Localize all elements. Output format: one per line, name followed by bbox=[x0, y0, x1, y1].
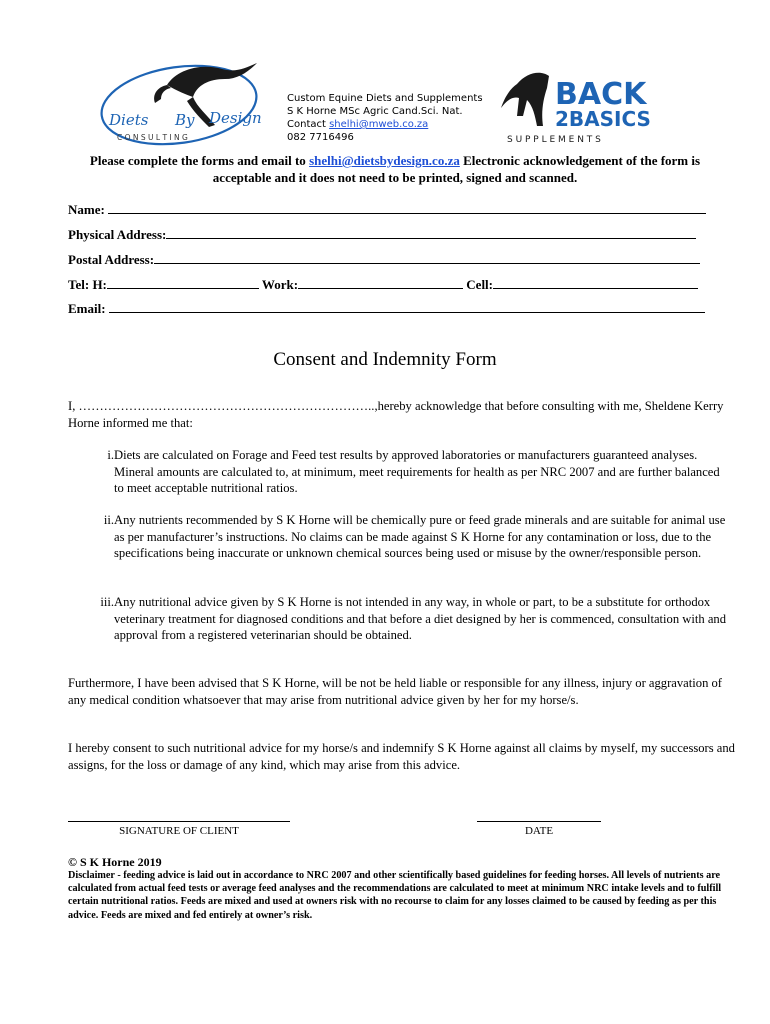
name-line[interactable] bbox=[108, 202, 706, 214]
date-line[interactable] bbox=[477, 821, 601, 822]
work-label: Work: bbox=[261, 277, 299, 292]
contact-line-2: S K Horne MSc Agric Cand.Sci. Nat. bbox=[287, 106, 463, 117]
tel-home-label: Tel: H: bbox=[68, 277, 107, 292]
contact-line-1: Custom Equine Diets and Supplements bbox=[287, 93, 483, 104]
physical-address-field[interactable] bbox=[68, 227, 696, 243]
instructions-email-link[interactable]: shelhi@dietsbydesign.co.za bbox=[309, 153, 460, 168]
logo-by-text: By bbox=[175, 111, 195, 129]
signature-line[interactable] bbox=[68, 821, 290, 822]
form-title: Consent and Indemnity Form bbox=[273, 349, 497, 370]
email-line[interactable] bbox=[109, 301, 705, 313]
list-item-number: iii. bbox=[100, 595, 114, 609]
furthermore-paragraph: Furthermore, I have been advised that S K Horne, will be not be held liable or responsible for any illness, injury or aggravation of any medical condition whatsoever that may arise from nutritional advice given by her for my horse/s. bbox=[68, 676, 723, 707]
contact-phone: 082 7716496 bbox=[287, 132, 354, 143]
email-field[interactable] bbox=[68, 301, 705, 317]
instructions bbox=[60, 152, 730, 186]
contact-email-link[interactable]: shelhi@mweb.co.za bbox=[329, 119, 429, 130]
contact-block bbox=[287, 92, 483, 144]
logo-2basics-text: 2BASICS bbox=[555, 107, 651, 131]
email-label: Email: bbox=[68, 301, 106, 316]
cell-label: Cell: bbox=[466, 277, 493, 292]
logo-back-text: BACK bbox=[555, 77, 647, 112]
logo-design-text: Design bbox=[209, 109, 262, 127]
logo-supplements-text: S U P P L E M E N T S bbox=[507, 135, 601, 145]
cell-line[interactable] bbox=[493, 277, 698, 289]
logo-consulting-text: C O N S U L T I N G bbox=[117, 133, 188, 142]
list-item-number: i. bbox=[107, 448, 114, 462]
name-label: Name: bbox=[68, 202, 105, 217]
date-label: DATE bbox=[524, 825, 554, 837]
copyright: © S K Horne 2019 bbox=[68, 855, 162, 869]
back2basics-logo bbox=[497, 66, 702, 146]
intro-paragraph: I, ……………………………………………………………..,hereby acknowledge that before consulting with me, Sheldene Kerry Horne informed me that: bbox=[68, 399, 724, 430]
consent-paragraph: I hereby consent to such nutritional advice for my horse/s and indemnify S K Horne against all claims by myself, my successors and assigns, for the loss or damage of any kind, which may arise from this advice. bbox=[68, 741, 735, 772]
logo-diets-text: Diets bbox=[109, 111, 149, 129]
signature-label: SIGNATURE OF CLIENT bbox=[119, 825, 239, 837]
list-item-text: Any nutrients recommended by S K Horne will be chemically pure or feed grade minerals and are suitable for animal use as per manufacturer’s instructions. No claims can be made against S K Horne for any contamination or loss, due to the specifications being inaccurate or unknown chemical sources being used or misuse by the owner/responsible person. bbox=[114, 513, 726, 560]
postal-address-label: Postal Address: bbox=[68, 252, 155, 267]
list-item-text: Any nutritional advice given by S K Horne is not intended in any way, in whole or part, to be a substitute for orthodox veterinary treatment for diagnosed conditions and that before a diet designed by her is commenced, consultation with and approval from a registered veterinarian should be obtained. bbox=[114, 595, 727, 642]
list-item-number: ii. bbox=[103, 513, 114, 527]
diets-by-design-logo bbox=[97, 55, 267, 147]
postal-address-line[interactable] bbox=[154, 252, 700, 264]
instructions-suffix: Electronic acknowledgement of the form is acceptable and it does not need to be printed, signed and scanned. bbox=[212, 153, 701, 185]
physical-address-line[interactable] bbox=[166, 227, 696, 239]
physical-address-label: Physical Address: bbox=[68, 227, 167, 242]
telephone-row bbox=[68, 277, 698, 293]
disclaimer: Disclaimer - feeding advice is laid out in accordance to NRC 2007 and other scientifically based guidelines for feeding horses. All levels of nutrients are calculated from actual feed tests or average feed analyses and the recommendations are calculated to meet at minimum NRC intake levels and to fulfill certain nutritional ratios. Feeds are mixed and used at owners risk with no recourse to claim for any losses claimed to be caused by feeding as per this advice. Feeds are mixed and fed entirely at owner’s risk. bbox=[68, 870, 722, 921]
instructions-prefix: Please complete the forms and email to bbox=[89, 153, 310, 168]
tel-home-line[interactable] bbox=[107, 277, 259, 289]
list-item-text: Diets are calculated on Forage and Feed test results by approved laboratories or manufacturers guaranteed analyses. Mineral amounts are calculated to, at minimum, meet requirements for health as per NRC 2007 and are further balanced to meet acceptable nutritional ratios. bbox=[114, 448, 720, 495]
postal-address-field[interactable] bbox=[68, 252, 700, 268]
contact-line-3 bbox=[287, 118, 483, 131]
name-field[interactable] bbox=[68, 202, 706, 218]
contact-label: Contact bbox=[287, 119, 330, 130]
work-line[interactable] bbox=[298, 277, 463, 289]
